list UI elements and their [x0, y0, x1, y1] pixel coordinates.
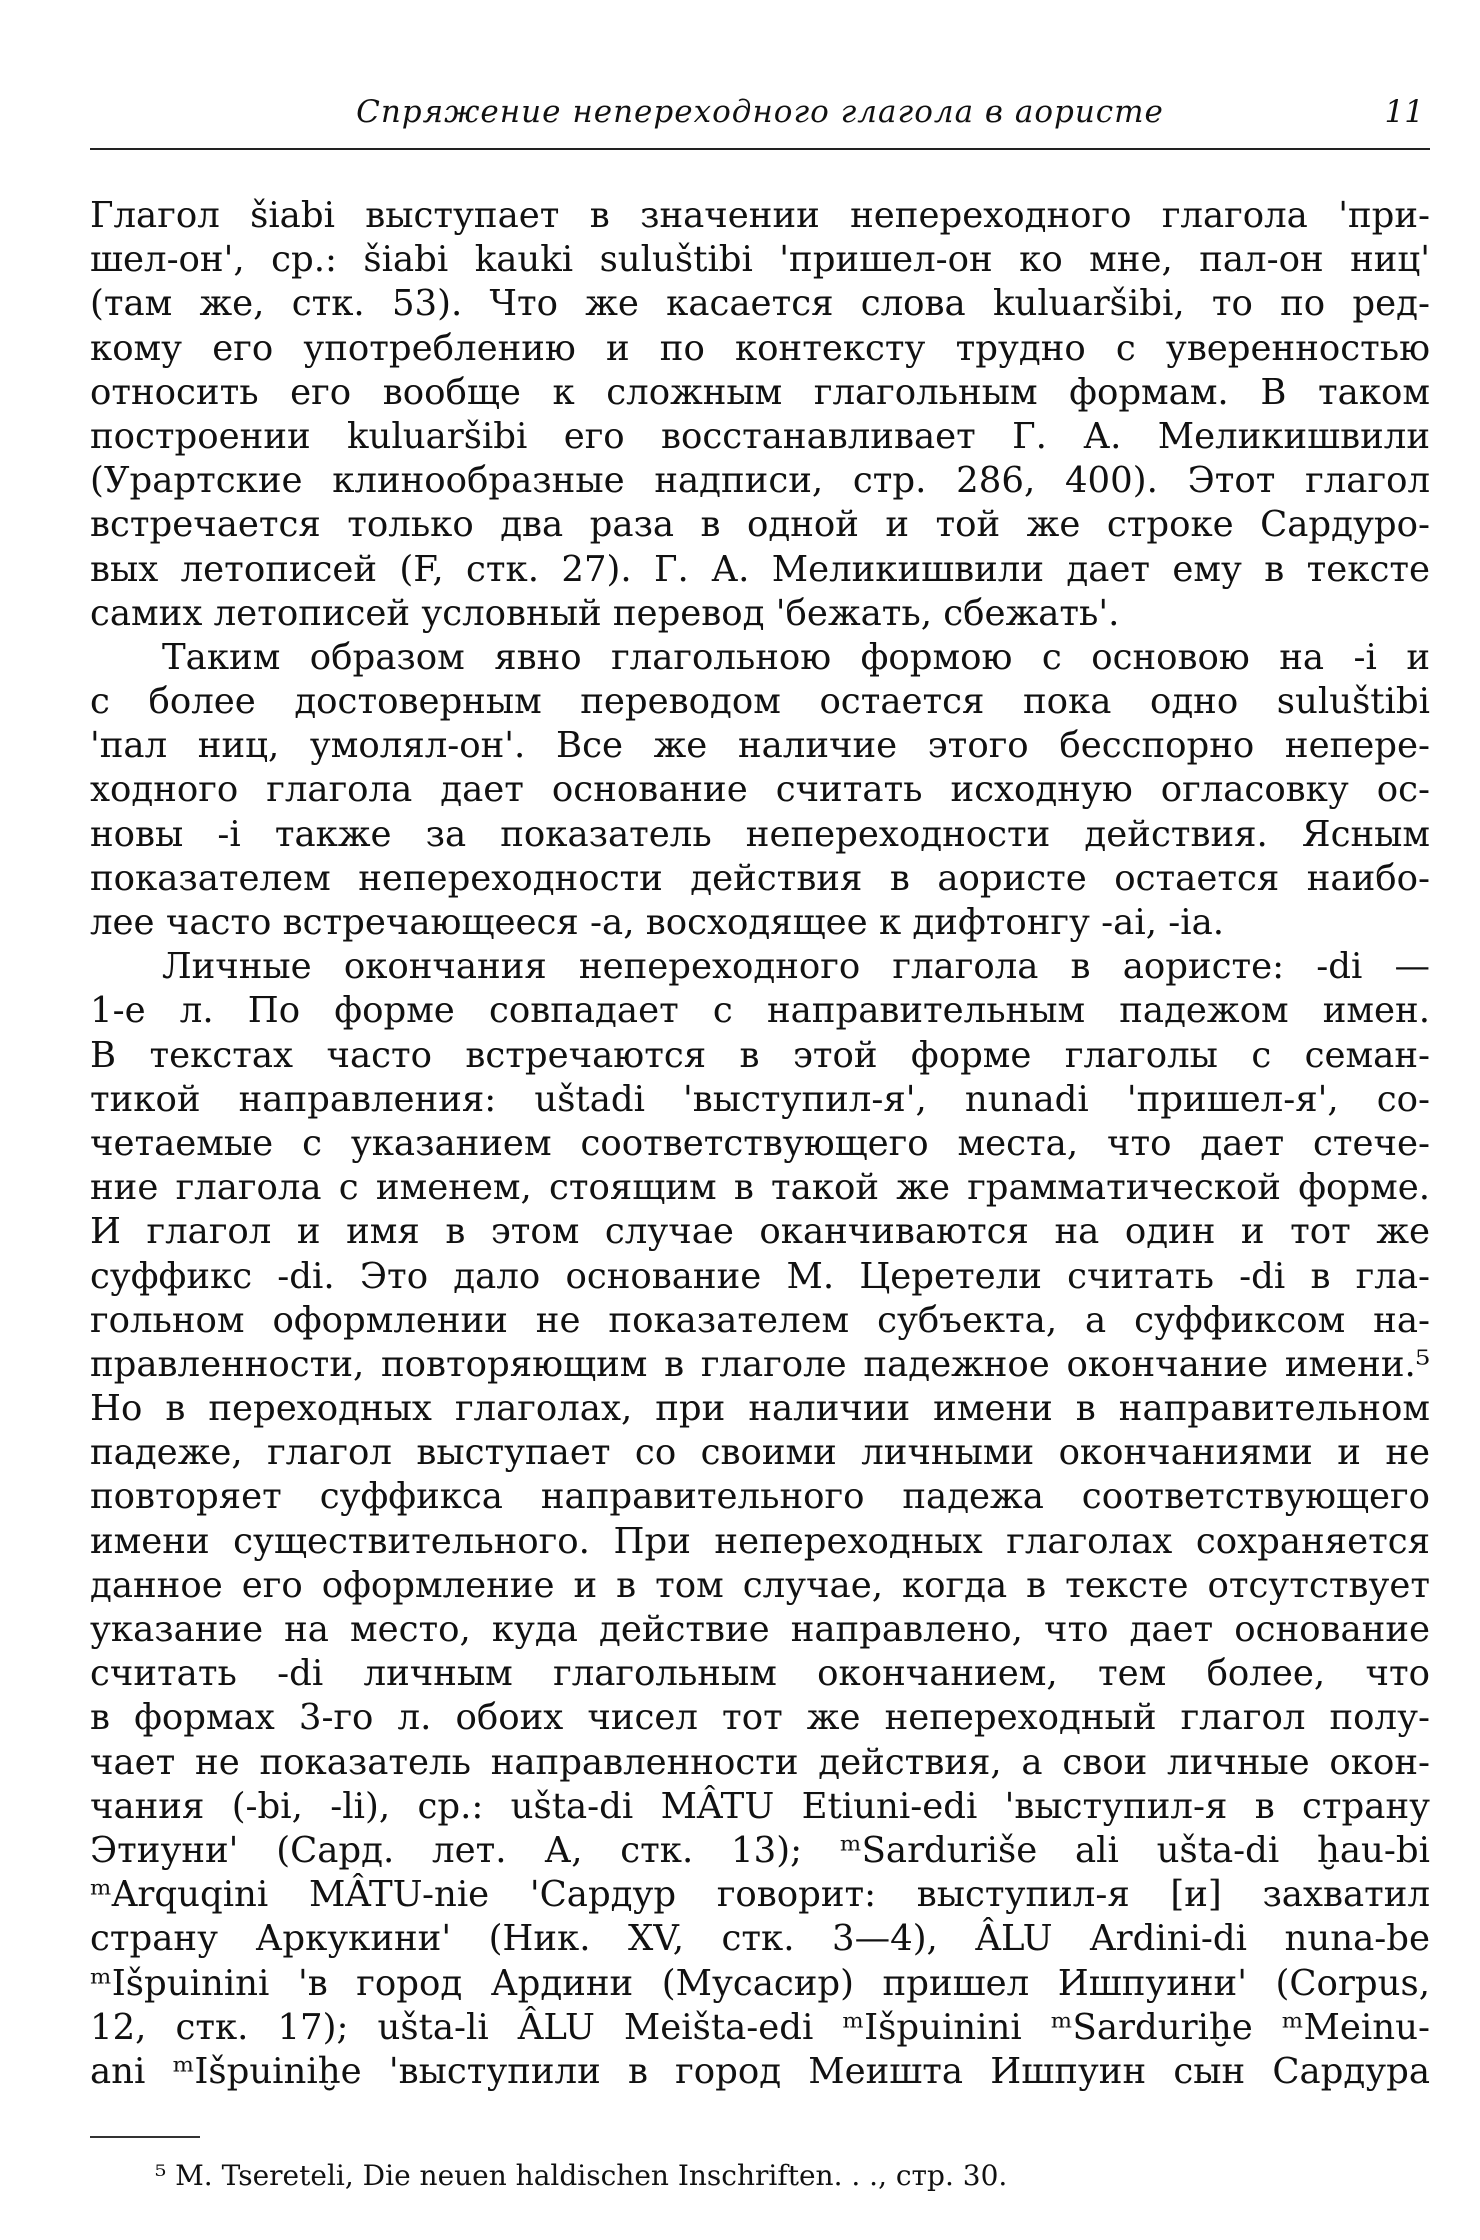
text-line: лее часто встречающееся -a, восходящее к дифтонгу -ai, -ia. [90, 902, 1225, 943]
footnote: ⁵ M. Tsereteli, Die neuen haldischen Inschriften. . ., стр. 30. [155, 2159, 1008, 2192]
text-line: показателем непереходности действия в аористе остается наибо- [90, 857, 1430, 899]
text-line: 'пал ниц, умолял-он'. Все же наличие этого бесспорно непере- [90, 725, 1430, 767]
text-line: относить его вообще к сложным глагольным формам. В таком [90, 371, 1430, 413]
page-header [90, 88, 1430, 150]
text-line: считать -di личным глагольным окончанием, тем более, что [90, 1653, 1430, 1695]
text-line: гольном оформлении не показателем субъекта, а суффиксом на- [90, 1299, 1430, 1341]
text-line: 12, стк. 17); ušta-li ÂLU Meišta-edi ᵐIšpuinini ᵐSarduriḫe ᵐMeinu- [90, 2006, 1430, 2048]
text-line: Этиуни' (Сард. лет. А, стк. 13); ᵐSarduriše ali ušta-di ḫau-bi [90, 1829, 1430, 1871]
text-line: чает не показатель направленности действия, а свои личные окон- [90, 1741, 1430, 1783]
text-line: Глагол šiabi выступает в значении непереходного глагола 'при- [90, 195, 1430, 236]
text-line: И глагол и имя в этом случае оканчиваются на один и тот же [90, 1211, 1430, 1253]
text-line: В текстах часто встречаются в этой форме глаголы с семан- [90, 1034, 1430, 1076]
text-line: (Урартские клинообразные надписи, стр. 286, 400). Этот глагол [90, 460, 1430, 502]
text-line: падеже, глагол выступает со своими личными окончаниями и не [90, 1432, 1430, 1474]
text-line: построении kuluaršibi его восстанавливает Г. А. Меликишвили [90, 415, 1430, 457]
text-line: страну Аркукини' (Ник. XV, стк. 3—4), ÂLU Ardini-di nuna-be [90, 1918, 1430, 1960]
page-number: 11 [1384, 94, 1424, 130]
text-line: тикой направления: uštadi 'выступил-я', nunadi 'пришел-я', со- [90, 1078, 1430, 1120]
text-line: кому его употреблению и по контексту трудно с уверенностью [90, 327, 1430, 369]
text-line: самих летописей условный перевод 'бежать, сбежать'. [90, 592, 1120, 634]
text-line: имени существительного. При непереходных глаголах сохраняется [90, 1520, 1430, 1562]
text-line: ние глагола с именем, стоящим в такой же грамматической форме. [90, 1167, 1430, 1209]
text-line: встречается только два раза в одной и той же строке Сардуро- [90, 504, 1430, 546]
text-line: вых летописей (F, стк. 27). Г. А. Меликишвили дает ему в тексте [90, 548, 1430, 590]
text-line: данное его оформление и в том случае, когда в тексте отсутствует [90, 1564, 1430, 1606]
text-line: указание на место, куда действие направлено, что дает основание [90, 1609, 1430, 1650]
text-line: Но в переходных глаголах, при наличии имени в направительном [90, 1388, 1430, 1430]
text-line: четаемые с указанием соответствующего места, что дает стече- [90, 1122, 1430, 1164]
main-text [90, 194, 1430, 2094]
running-title: Спряжение непереходного глагола в аористе [356, 94, 1164, 130]
text-line: с более достоверным переводом остается пока одно suluštibi [90, 681, 1430, 723]
text-line: Личные окончания непереходного глагола в аористе: -di — [162, 946, 1430, 988]
text-line: 1-е л. По форме совпадает с направительным падежом имен. [90, 990, 1430, 1032]
text-line: ani ᵐIšpuiniḫe 'выступили в город Меишта Ишпуин сын Сардура [90, 2050, 1430, 2092]
text-line: Таким образом явно глагольною формою с основою на -i и [162, 636, 1430, 678]
text-line: (там же, стк. 53). Что же касается слова kuluaršibi, то по ред- [90, 283, 1430, 325]
text-line: ходного глагола дает основание считать исходную огласовку ос- [90, 769, 1430, 811]
text-line: чания (-bi, -li), ср.: ušta-di MÂTU Etiuni-edi 'выступил-я в страну [90, 1785, 1430, 1827]
text-line: ᵐIšpuinini 'в город Ардини (Мусасир) пришел Ишпуини' (Corpus, [90, 1962, 1430, 2004]
footnote-divider [90, 2136, 200, 2138]
text-line: суффикс -di. Это дало основание М. Церетели считать -di в гла- [90, 1255, 1430, 1297]
text-line: повторяет суффикса направительного падежа соответствующего [90, 1476, 1430, 1518]
text-line: правленности, повторяющим в глаголе падежное окончание имени.⁵ [90, 1343, 1430, 1385]
text-line: ᵐArquqini MÂTU-nie 'Сардур говорит: выступил-я [и] захватил [90, 1874, 1430, 1916]
text-line: шел-он', ср.: šiabi kauki suluštibi 'пришел-он ко мне, пал-он ниц' [90, 239, 1430, 281]
text-line: в формах 3-го л. обоих чисел тот же непереходный глагол полу- [90, 1697, 1430, 1739]
text-line: новы -i также за показатель непереходности действия. Ясным [90, 813, 1430, 855]
